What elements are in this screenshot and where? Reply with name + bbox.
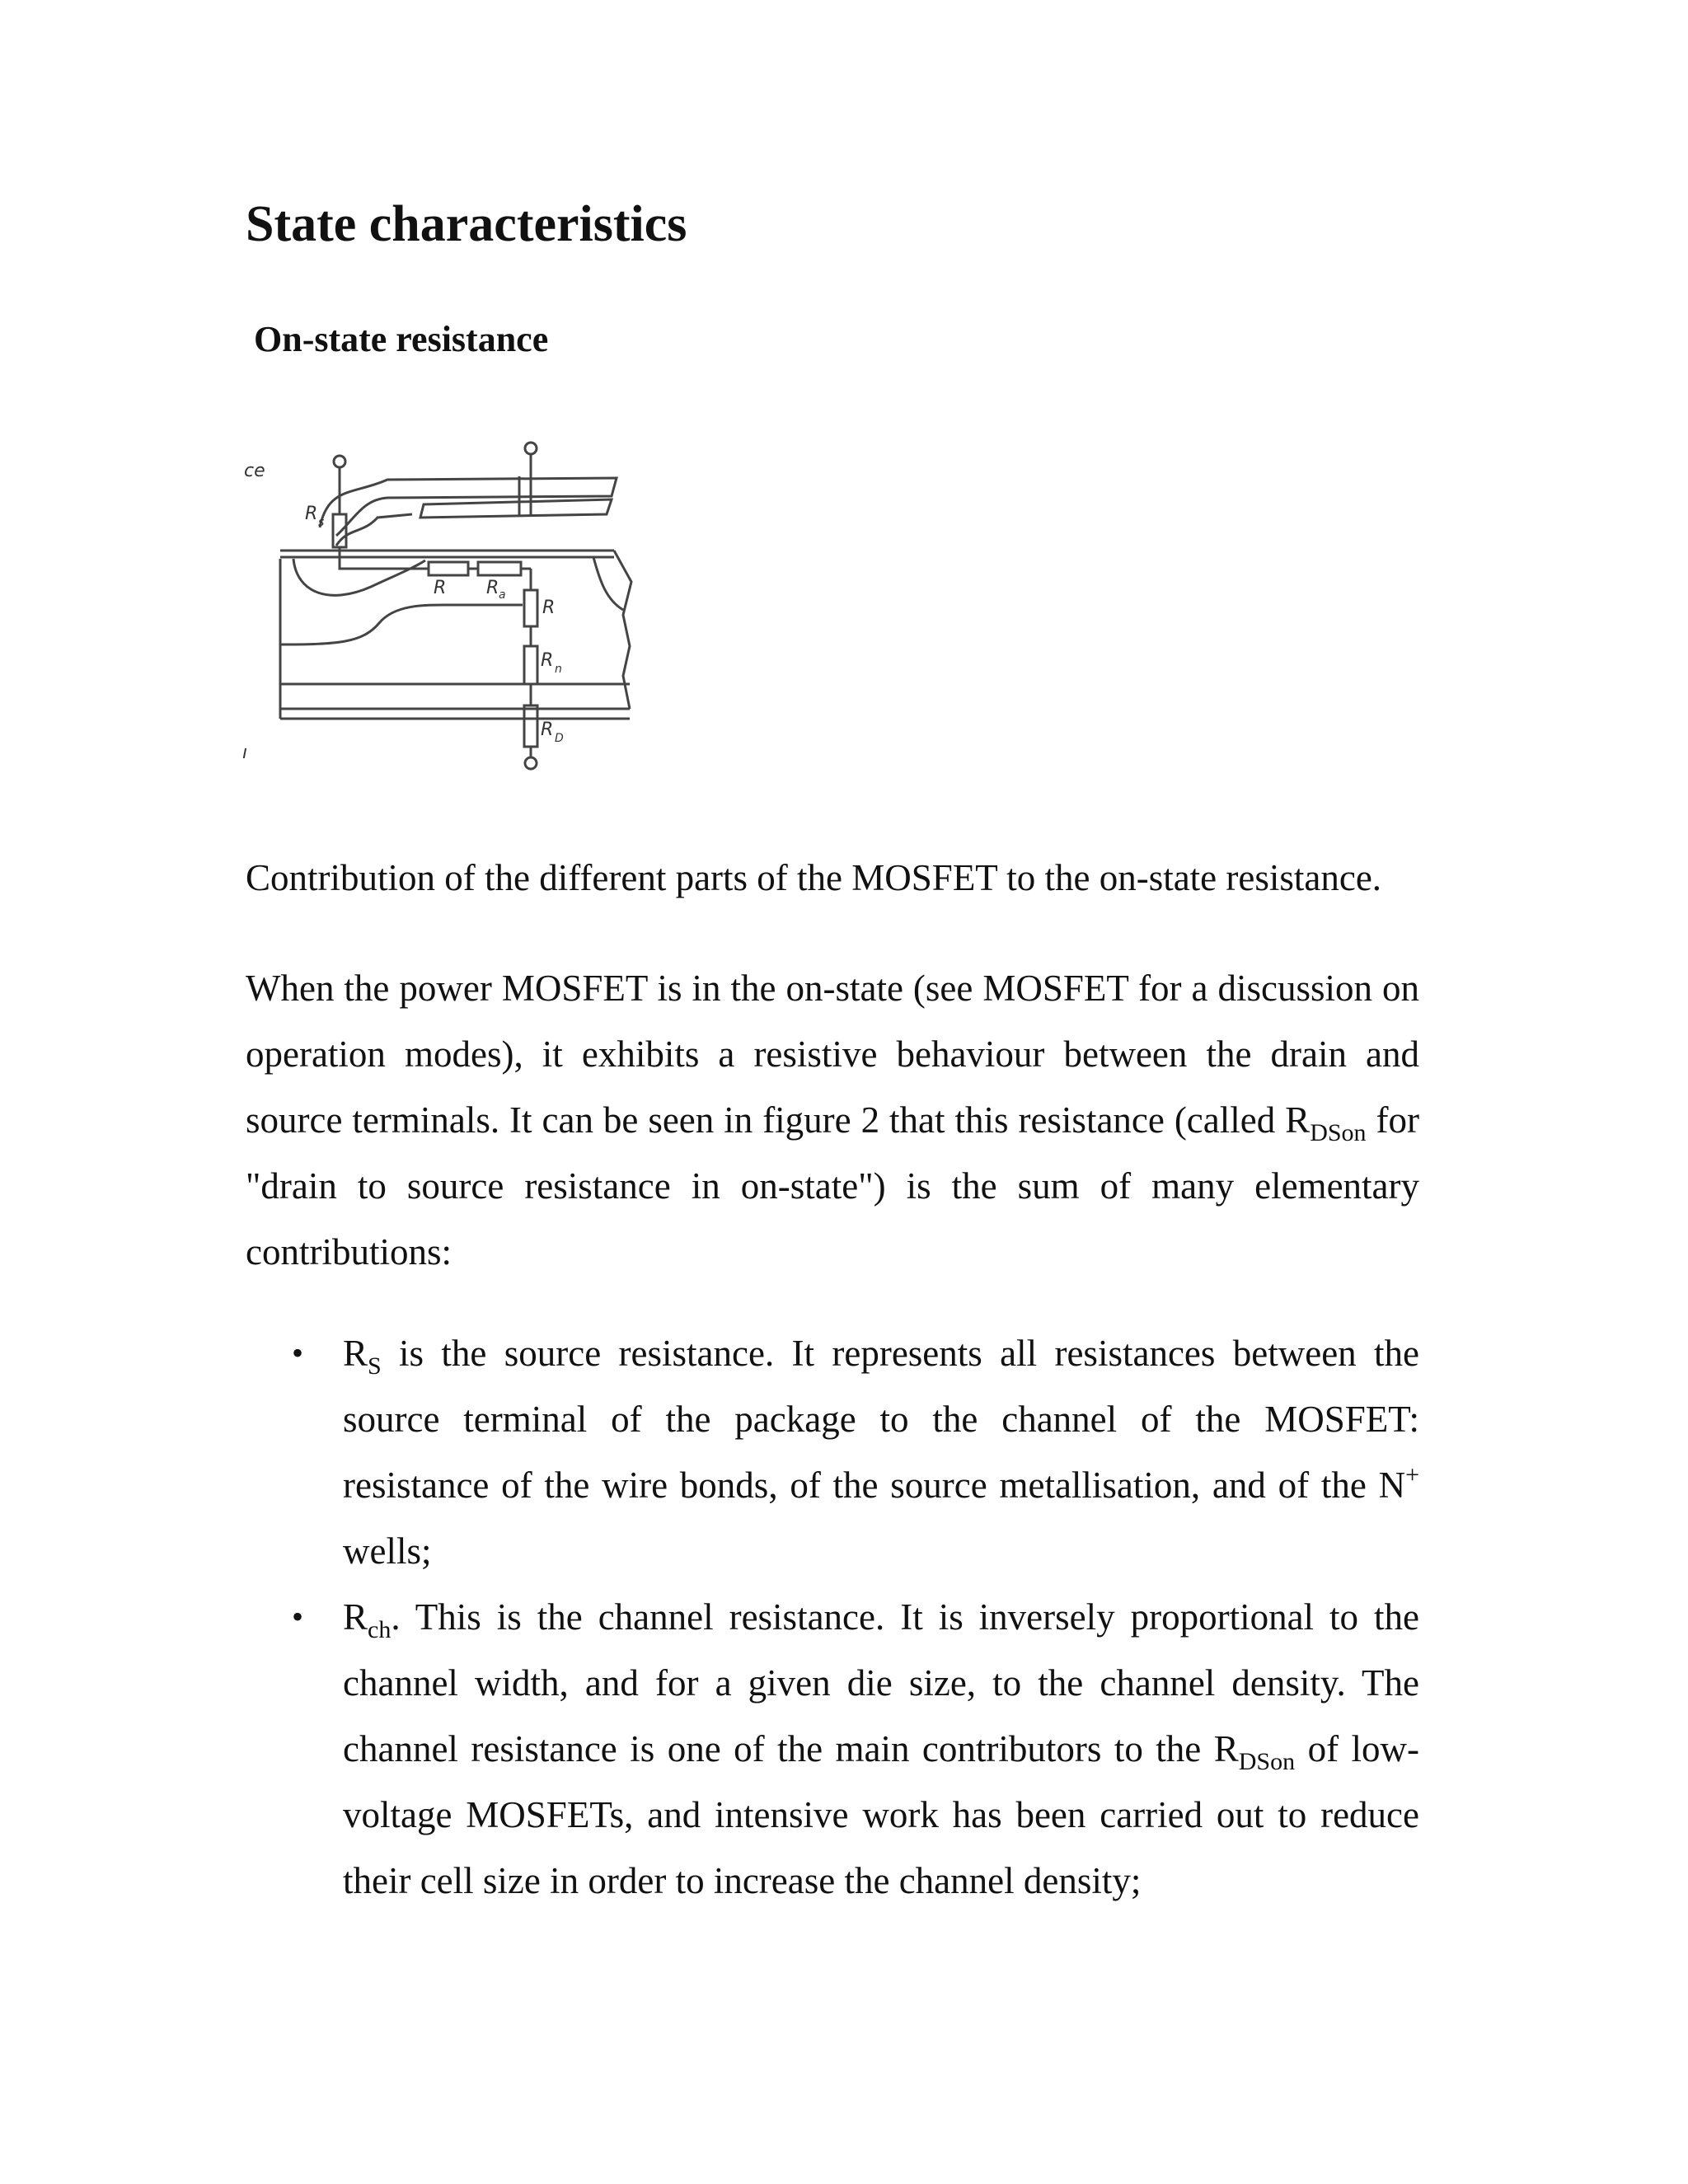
item-text-a: . This is the channel resistance. It is inversely proportional to the channel width, and for a given die size, to the channel density. The channel resistance is one of the main contributors to the R xyxy=(343,1596,1419,1769)
label-rd-sub: D xyxy=(555,732,564,745)
label-rn: R xyxy=(541,650,554,671)
resistor-r1 xyxy=(429,562,468,575)
label-ra: R xyxy=(486,578,499,598)
section-heading: On-state resistance xyxy=(254,319,549,359)
bullet-marker: • xyxy=(292,1334,304,1371)
page-title: State characteristics xyxy=(246,196,687,252)
resistor-ra xyxy=(478,562,521,575)
resistance-contributions-list xyxy=(246,1320,1419,1914)
resistor-rd xyxy=(524,705,537,747)
mosfet-resistance-figure xyxy=(239,429,668,775)
label-r2: R xyxy=(542,598,556,618)
label-ra-sub: a xyxy=(499,588,506,602)
cut-label-bottom: ı xyxy=(242,743,248,763)
item-text-a: is the source resistance. It represents all resistances between the source terminal of the package to the channel of the MOSFET: resistance of the wire bonds, of the source metallisation, and of the N xyxy=(343,1333,1419,1506)
figure-caption: Contribution of the different parts of the MOSFET to the on-state resistance. xyxy=(246,857,1382,898)
label-r1: R xyxy=(434,578,447,598)
n-plus-superscript: + xyxy=(1405,1461,1419,1488)
list-item-channel-resistance xyxy=(246,1584,1419,1914)
symbol-r: R xyxy=(343,1333,368,1374)
item-text-b: wells; xyxy=(343,1530,432,1572)
label-rs: R xyxy=(305,504,318,524)
body-paragraph xyxy=(246,955,1419,1285)
mosfet-cross-section-diagram xyxy=(239,429,668,775)
item-text-b: of low-voltage MOSFETs, and intensive work has been carried out to reduce their cell size in order to increase the channel density; xyxy=(343,1728,1419,1901)
resistor-r2 xyxy=(524,590,537,626)
paragraph-text-b: for "drain to source resistance in on-state") is the sum of many elementary contributions: xyxy=(246,1099,1419,1272)
symbol-subscript: ch xyxy=(368,1616,392,1643)
label-rn-sub: n xyxy=(555,663,562,676)
rdson-subscript: DSon xyxy=(1310,1119,1367,1146)
rdson-subscript: DSon xyxy=(1238,1748,1296,1775)
symbol-r: R xyxy=(343,1596,368,1638)
symbol-subscript: S xyxy=(368,1352,382,1380)
bullet-marker: • xyxy=(292,1598,304,1635)
gate-electrode xyxy=(420,499,612,518)
drain-terminal xyxy=(525,757,537,769)
resistor-rn xyxy=(524,646,537,684)
list-item-source-resistance xyxy=(246,1320,1419,1584)
gate-terminal xyxy=(525,443,537,454)
cut-label-top: ce xyxy=(244,461,265,481)
paragraph-text-a: When the power MOSFET is in the on-state (see MOSFET for a discussion on operation modes), it exhibits a resistive behaviour between the drain and source terminals. It can be seen in figure 2 that this resistance (called R xyxy=(246,968,1419,1141)
source-terminal xyxy=(334,456,345,467)
label-rd: R xyxy=(541,719,554,740)
label-rs-sub: s xyxy=(318,516,325,529)
